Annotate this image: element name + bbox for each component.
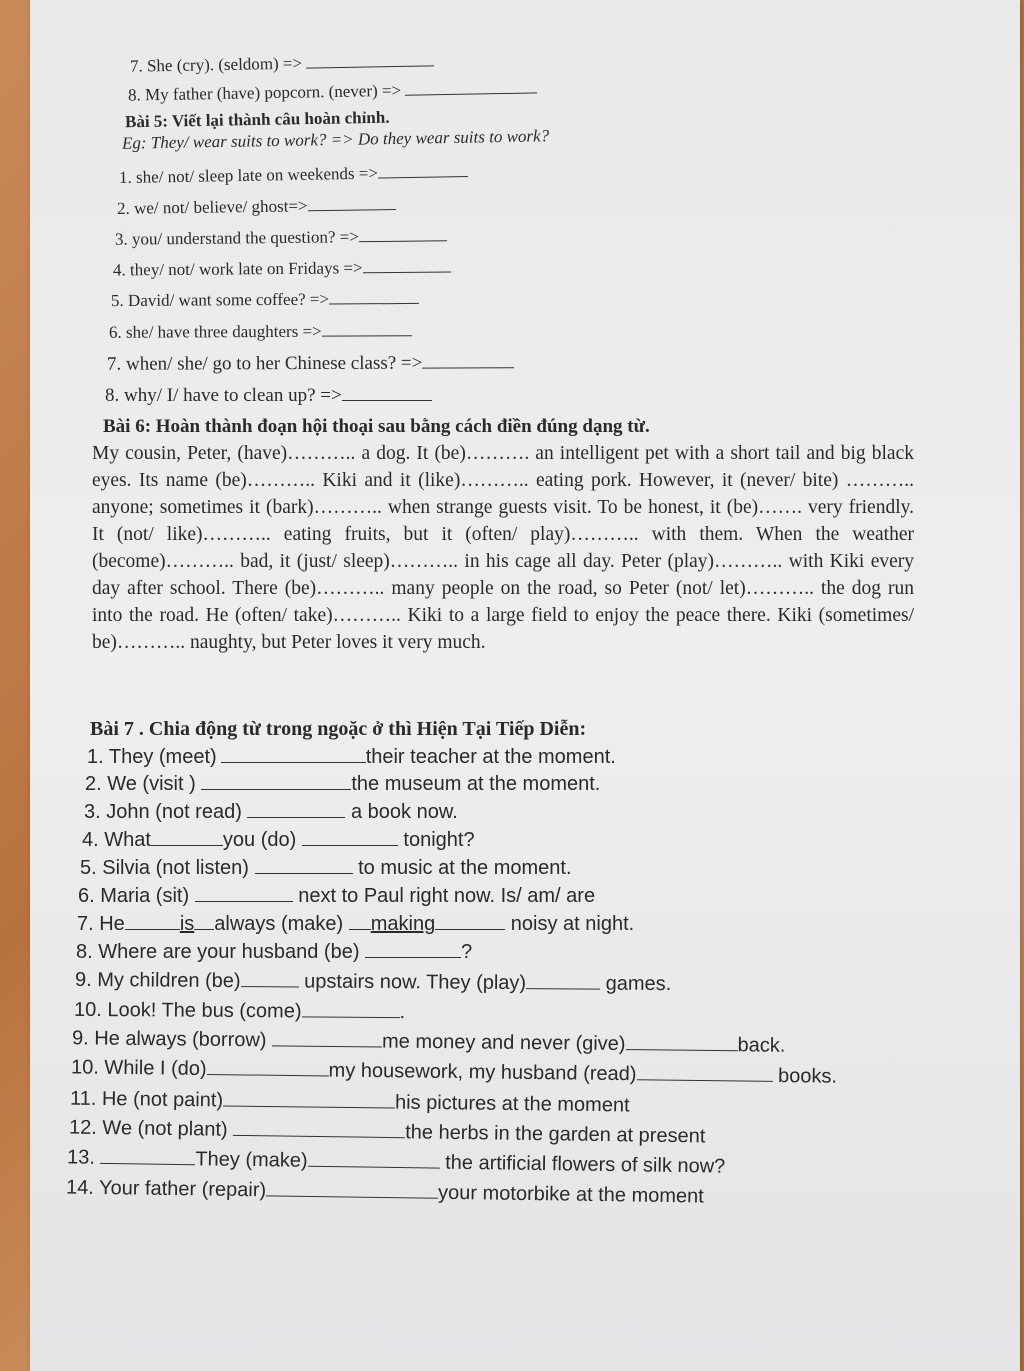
answer-blank[interactable] <box>435 913 505 930</box>
exercise-item: 9. He always (borrow) me money and never (give) back. <box>71 1027 786 1057</box>
answer-blank[interactable] <box>526 972 600 990</box>
answer-blank[interactable] <box>422 351 514 368</box>
exercise-item: 9. My children (be) upstairs now. They (play) games. <box>74 968 672 996</box>
answer-blank[interactable] <box>405 76 537 95</box>
exercise-item: 1. They (meet) their teacher at the moment. <box>87 746 616 768</box>
exercise-item: 7. when/ she/ go to her Chinese class? => <box>107 351 514 376</box>
exercise-item: 2. We (visit ) the museum at the moment. <box>85 773 601 795</box>
answer-blank[interactable] <box>151 829 223 846</box>
answer-blank[interactable] <box>329 287 419 305</box>
section-title-bai5: Bài 5: Viết lại thành câu hoàn chỉnh. <box>124 107 390 132</box>
exercise-item: 10. While I (do) my housework, my husband (read) books. <box>70 1056 838 1088</box>
answer-blank[interactable] <box>307 193 395 211</box>
exercise-item: 13. They (make) the artificial flowers of silk now? <box>66 1146 726 1178</box>
answer-blank[interactable] <box>272 1029 382 1047</box>
answer-blank[interactable] <box>247 801 345 818</box>
answer-blank[interactable] <box>194 913 214 930</box>
answer-blank[interactable] <box>195 885 293 902</box>
handwritten-answer: is <box>179 913 195 935</box>
exercise-item: 3. you/ understand the question? => <box>115 224 447 251</box>
answer-blank[interactable] <box>349 913 371 930</box>
exercise-item: 6. she/ have three daughters => <box>109 319 412 345</box>
answer-blank[interactable] <box>306 49 434 68</box>
exercise-item: 2. we/ not/ believe/ ghost=> <box>117 193 396 221</box>
answer-blank[interactable] <box>359 224 447 242</box>
answer-blank[interactable] <box>378 160 468 179</box>
exercise-item: 8. why/ I/ have to clean up? => <box>105 384 432 408</box>
answer-blank[interactable] <box>636 1063 772 1082</box>
answer-blank[interactable] <box>266 1179 438 1198</box>
answer-blank[interactable] <box>223 1089 395 1108</box>
exercise-item: 5. Silvia (not listen) to music at the moment. <box>80 857 572 879</box>
exercise-item: 5. David/ want some coffee? => <box>111 287 419 313</box>
answer-blank[interactable] <box>233 1119 405 1138</box>
exercise-item: 6. Maria (sit) next to Paul right now. Is/ am/ are <box>78 885 596 907</box>
answer-blank[interactable] <box>125 913 180 930</box>
answer-blank[interactable] <box>342 384 432 401</box>
exercise-item: 11. He (not paint) his pictures at the moment <box>69 1087 630 1117</box>
exercise-item: 7. She (cry). (seldom) => <box>130 49 435 78</box>
exercise-item: 14. Your father (repair) your motorbike at the moment <box>65 1176 704 1208</box>
exercise-item: 12. We (not plant) the herbs in the garden at present <box>68 1116 706 1148</box>
exercise-item: 8. Where are your husband (be) ? <box>76 941 473 963</box>
section-title-bai7: Bài 7 . Chia động từ trong ngoặc ở thì Hiện Tại Tiếp Diễn: <box>90 718 587 740</box>
exercise-item: 10. Look! The bus (come) . <box>73 998 406 1024</box>
exercise-item: 4. What you (do) tonight? <box>82 829 475 851</box>
answer-blank[interactable] <box>221 746 366 763</box>
exercise-item: 7. He is always (make) making noisy at night. <box>77 913 635 935</box>
exercise-item: 1. she/ not/ sleep late on weekends => <box>119 160 468 190</box>
answer-blank[interactable] <box>241 970 299 987</box>
answer-blank[interactable] <box>308 1150 440 1169</box>
exercise-item: 8. My father (have) popcorn. (never) => <box>128 76 538 107</box>
answer-blank[interactable] <box>625 1033 737 1051</box>
example-sentence: Eg: They/ wear suits to work? => Do they wear suits to work? <box>121 126 550 153</box>
answer-blank[interactable] <box>362 256 450 274</box>
dialogue-paragraph: My cousin, Peter, (have)……….. a dog. It (be)………. an intelligent pet with a short tail and big black eyes. Its name (be)……….. Kiki and it (like)……….. eating pork. However, it (never/ bite) ……….. anyone; sometimes it (bark)……….. when strange guests visit. To be honest, it (be)……. very friendly. It (not/ like)……….. eating fruits, but it (often/ play)……….. with them. When the weather (become)……….. bad, it (just/ sleep)……….. in his cage all day. Peter (play)……….. with Kiki every day after school. There (be)……….. many people on the road, so Peter (not/ let)……….. the dog run into the road. He (often/ take)……….. Kiki to a large field to enjoy the peace there. Kiki (sometimes/ be)……….. naughty, but Peter loves it very much. <box>92 443 914 653</box>
handwritten-answer: making <box>370 913 436 935</box>
answer-blank[interactable] <box>302 829 398 846</box>
answer-blank[interactable] <box>201 773 351 790</box>
section-title-bai6: Bài 6: Hoàn thành đoạn hội thoại sau bằng cách điền đúng dạng từ. <box>103 416 650 437</box>
answer-blank[interactable] <box>255 857 353 874</box>
exercise-item: 3. John (not read) a book now. <box>84 801 458 823</box>
answer-blank[interactable] <box>100 1147 195 1165</box>
answer-blank[interactable] <box>365 941 461 958</box>
answer-blank[interactable] <box>207 1058 329 1076</box>
answer-blank[interactable] <box>301 1000 399 1018</box>
answer-blank[interactable] <box>322 319 412 336</box>
exercise-item: 4. they/ not/ work late on Fridays => <box>113 256 451 283</box>
